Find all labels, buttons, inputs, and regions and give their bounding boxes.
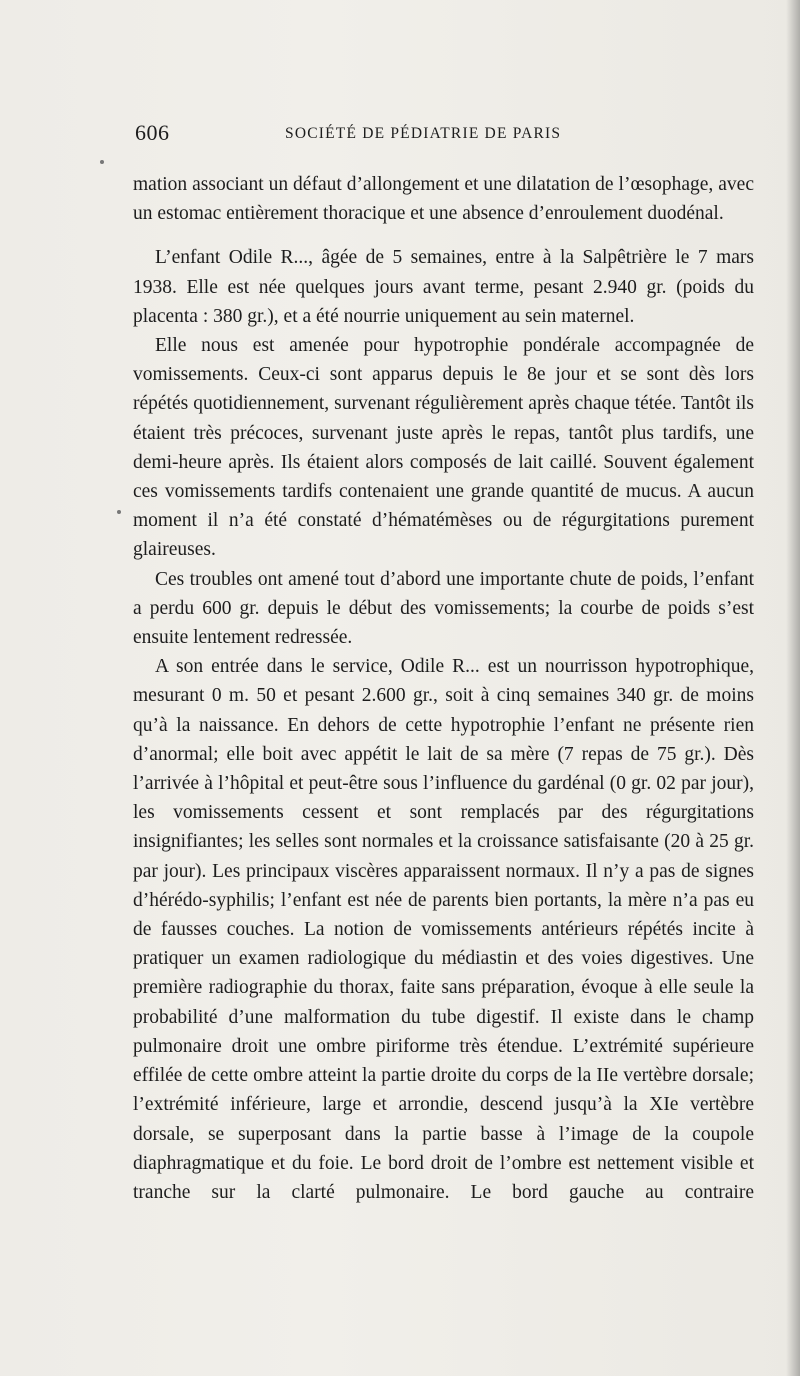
page-edge-shadow <box>786 0 800 1376</box>
body-text <box>133 170 754 1207</box>
margin-speck <box>100 160 104 164</box>
margin-speck <box>117 510 121 514</box>
paragraph: Elle nous est amenée pour hypotrophie pondérale accompagnée de vomissements. Ceux-ci sont apparus depuis le 8e jour et se sont dès lors répétés quotidiennement, survenant régulièrement après chaque tétée. Tantôt ils étaient très précoces, survenant juste après le repas, tantôt plus tardifs, une demi-heure après. Ils étaient alors composés de lait caillé. Souvent également ces vomissements tardifs contenaient une grande quantité de mucus. A aucun moment il n’a été constaté d’hématémèses ou de régurgitations purement glaireuses. <box>133 335 754 561</box>
page-header <box>135 120 755 152</box>
paragraph: mation associant un défaut d’allongement et une dilatation de l’œsophage, avec un estomac entièrement thoracique et une absence d’enroulement duodénal. <box>133 174 754 225</box>
paragraph: Ces troubles ont amené tout d’abord une importante chute de poids, l’enfant a perdu 600 gr. depuis le début des vomissements; la courbe de poids s’est ensuite lentement redressée. <box>133 568 754 649</box>
paragraph: L’enfant Odile R..., âgée de 5 semaines, entre à la Salpêtrière le 7 mars 1938. Elle est née quelques jours avant terme, pesant 2.940 gr. (poids du placenta : 380 gr.), et a été nourrie uniquement au sein maternel. <box>133 247 754 327</box>
paragraph: A son entrée dans le service, Odile R... est un nourrisson hypotrophique, mesurant 0 m. 50 et pesant 2.600 gr., soit à cinq semaines 340 gr. de moins qu’à la naissance. En dehors de cette hypotrophie l’enfant ne présente rien d’anormal; elle boit avec appétit le lait de sa mère (7 repas de 75 gr.). Dès l’arrivée à l’hôpital et peut-être sous l’influence du gardénal (0 gr. 02 par jour), les vomissements cessent et sont remplacés par des régurgitations insignifiantes; les selles sont normales et la croissance satisfaisante (20 à 25 gr. par jour). Les principaux viscères apparaissent normaux. Il n’y a pas de signes d’hérédo-syphilis; l’enfant est née de parents bien portants, la mère n’a pas eu de fausses couches. La notion de vomissements antérieurs répétés incite à pratiquer un examen radiologique du médiastin et des voies digestives. Une première radiographie du thorax, faite sans préparation, évoque à elle seule la probabilité d’une malformation du tube digestif. Il existe dans le champ pulmonaire droit une ombre piriforme très étendue. L’extrémité supérieure effilée de cette ombre atteint la partie droite du corps de la IIe vertèbre dorsale; l’extrémité inférieure, large et arrondie, descend jusqu’à la XIe vertèbre dorsale, se superposant dans la partie basse à l’image de la coupole diaphragmatique et du foie. Le bord droit de l’ombre est nettement visible et tranche sur la clarté pulmonaire. Le bord gauche au contraire <box>133 656 754 1203</box>
running-head: SOCIÉTÉ DE PÉDIATRIE DE PARIS <box>285 125 562 142</box>
page-number: 606 <box>135 120 170 145</box>
